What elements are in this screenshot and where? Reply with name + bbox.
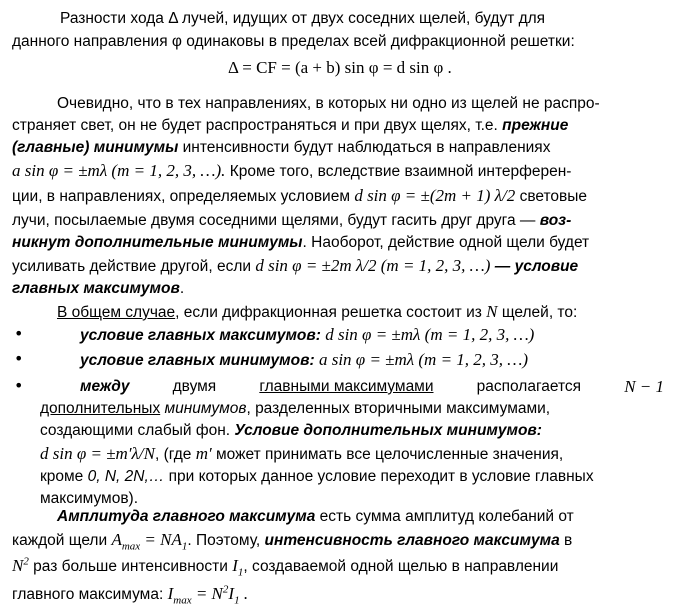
p2-line7-text: . Наоборот, действие одной щели будет [302, 234, 590, 251]
p4-line2-text: каждой щели [12, 532, 108, 549]
formula-path-difference [228, 57, 452, 79]
p4-line1 [57, 506, 574, 528]
p4-line3-text: раз больше интенсивности [33, 558, 228, 575]
p2-line8 [12, 255, 578, 278]
bullet-2-marker: • [14, 349, 24, 368]
bullet-3-between: между [80, 378, 130, 395]
p4-line3-math2: $I_1$ [232, 556, 244, 579]
p4-line1-text: есть сумма амплитуд колебаний от [319, 508, 574, 525]
bullet-3-line4 [40, 443, 563, 466]
p3-lead-text: , если дифракционная решетка состоит из [175, 304, 482, 321]
bullet-3-minima: минимумов [164, 400, 247, 417]
p2-line7-bold: никнут дополнительные минимумы [12, 234, 303, 251]
p2-line3-text: интенсивности будут наблюдаться в направлениях [182, 139, 551, 156]
p1-line1-text: Разности хода Δ лучей, идущих от двух соседних щелей, будут для [60, 10, 546, 27]
bullet-1-math: d sin φ = ±mλ (m = 1, 2, 3, …) [325, 325, 535, 344]
bullet-3-line3-text: создающими слабый фон. [40, 422, 231, 439]
bullet-3-line6-text: максимумов). [40, 490, 139, 507]
bullet-1-label: условие главных максимумов: [80, 327, 321, 344]
bullet-3-except: кроме [40, 468, 84, 485]
p1-line2 [12, 31, 575, 53]
p2-line5 [12, 185, 587, 208]
p2-line8-text: усиливать действие другой, если [12, 258, 252, 275]
bullet-3-line1 [80, 376, 670, 398]
bullet-3-marker: • [14, 376, 24, 395]
p2-line6-text: лучи, посылаемые двумя соседними щелями, будут гасить друг друга — [12, 212, 536, 229]
bullet-3-line2-text: , разделенных вторичными максимумами, [246, 400, 551, 417]
bullet-3-line5 [40, 466, 594, 488]
p3-lead-underlined: В общем случае [57, 304, 176, 321]
p4-line2-end: в [564, 532, 573, 549]
bullet-3-line5-text: при которых данное условие переходит в условие главных [168, 468, 594, 485]
p2-line1 [57, 93, 600, 115]
p4-line3 [12, 555, 558, 578]
p2-line8-math: d sin φ = ±2m λ/2 (m = 1, 2, 3, …) [255, 256, 491, 275]
bullet-3-m-prime: m′ [195, 444, 212, 463]
bullet-3-two: двумя [172, 378, 217, 395]
bullet-3-values: 0, N, 2N,… [87, 468, 165, 485]
p4-line2-therefore: . Поэтому, [187, 532, 261, 549]
p2-line5-end: световые [519, 188, 588, 205]
bullet-3-additional: дополнительных [40, 400, 161, 417]
p4-line4 [12, 583, 248, 606]
p2-line2 [12, 115, 568, 137]
p2-line2-text: страняет свет, он не будет распространяться и при двух щелях, т.е. [12, 117, 498, 134]
bullet-2-math: a sin φ = ±mλ (m = 1, 2, 3, …) [318, 350, 529, 369]
p3-lead-end: щелей, то: [501, 304, 578, 321]
bullet-3-line3 [40, 420, 542, 442]
bullet-3-n-minus-1: N − 1 [624, 377, 664, 396]
p4-line3-math: $N^2$ [12, 555, 29, 575]
p2-line4-text: Кроме того, вследствие взаимной интерферен- [229, 163, 572, 180]
p2-line1-text: Очевидно, что в тех направлениях, в которых ни одно из щелей не распро- [57, 95, 600, 112]
p4-line2-math: $A_{max} = NA_1$ [111, 530, 188, 553]
bullet-3-condition-math: d sin φ = ±m′λ/N [40, 444, 155, 463]
bullet-2-label: условие главных минимумов: [80, 352, 315, 369]
p1-line2-text: данного направления φ одинаковы в пределах всей дифракционной решетки: [12, 33, 575, 50]
p2-line6 [12, 210, 571, 232]
p4-line4-math: $I_{max} = N^2I_1$ . [167, 583, 249, 607]
bullet-3-located: располагается [476, 378, 582, 395]
p2-line6-bold: воз- [539, 212, 572, 229]
bullet-1 [80, 324, 534, 347]
p2-line8-bold: — условие [494, 258, 579, 275]
p2-line9-dot: . [179, 280, 185, 297]
p2-line5-text: ции, в направлениях, определяемых условием [12, 188, 350, 205]
p4-line2 [12, 529, 572, 552]
p3-lead-math: N [486, 302, 498, 321]
p4-line4-text: главного максимума: [12, 586, 164, 603]
bullet-1-marker: • [14, 324, 24, 343]
p2-line5-math: d sin φ = ±(2m + 1) λ/2 [354, 186, 516, 205]
p1-line1 [60, 8, 660, 30]
p2-line4-math: a sin φ = ±mλ (m = 1, 2, 3, …). [12, 161, 226, 180]
p2-line2-bold: прежние [502, 117, 569, 134]
p3-lead [57, 301, 577, 324]
bullet-3-main-maxima: главными максимумами [259, 378, 434, 395]
p4-line1-bold: Амплитуда главного максимума [57, 508, 316, 525]
p4-line2-bold: интенсивность главного максимума [264, 532, 560, 549]
bullet-3-line4-text: может принимать все целочисленные значения, [216, 446, 564, 463]
formula-text: Δ = CF = (a + b) sin φ = d sin φ . [228, 58, 452, 77]
p2-line9 [12, 278, 184, 300]
bullet-2 [80, 349, 528, 372]
bullet-3-line2 [40, 398, 550, 420]
p2-line4 [12, 160, 571, 183]
bullet-3-line4-where: , (где [154, 446, 192, 463]
bullet-3-condition-title: Условие дополнительных минимумов: [234, 422, 542, 439]
p2-line3-bold: (главные) минимумы [12, 139, 179, 156]
p4-line3-end: , создаваемой одной щелью в направлении [243, 558, 559, 575]
p2-line7 [12, 232, 589, 254]
p2-line9-bold: главных максимумов [12, 280, 180, 297]
p2-line3 [12, 137, 550, 159]
